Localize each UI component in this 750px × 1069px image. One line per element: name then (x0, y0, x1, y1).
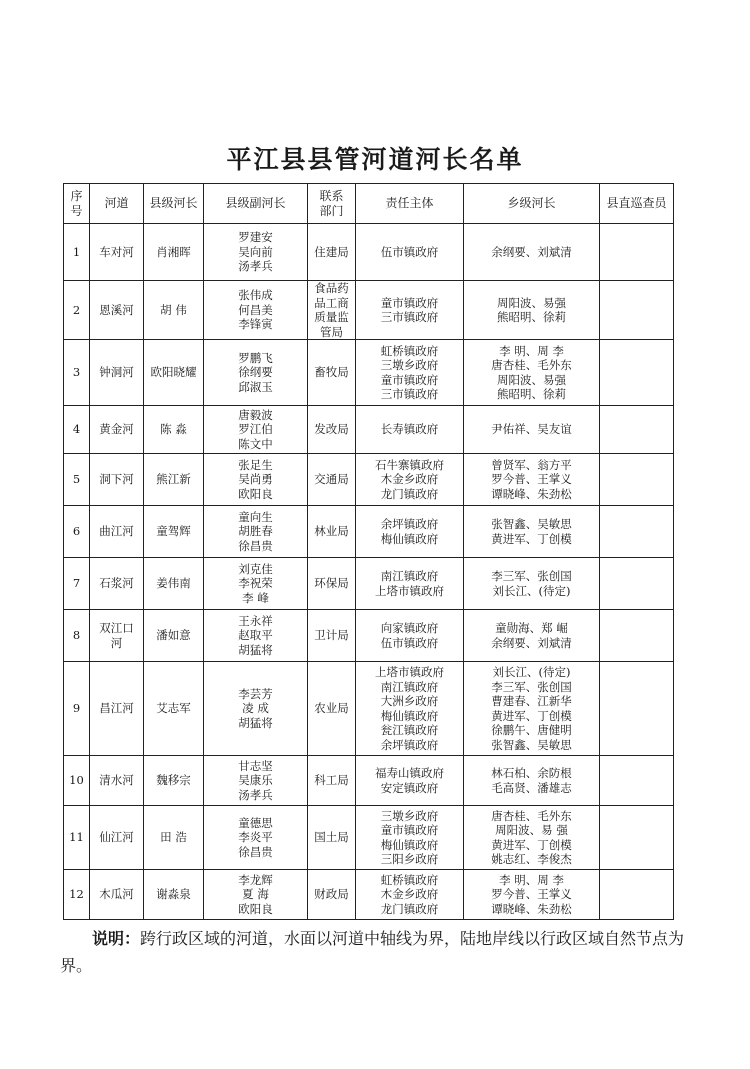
cell-deputies-line: 唐毅波 (238, 407, 273, 422)
cell-entities-line: 木金乡政府 (380, 887, 439, 902)
cell-entities-line: 上塔市镇政府 (375, 583, 444, 598)
cell-entities-line: 大洲乡政府 (380, 694, 439, 708)
cell-dept-line: 食品药 (314, 281, 349, 295)
cell-deputies-line: 胡猛将 (238, 642, 273, 657)
cell-entities (356, 406, 464, 454)
cell-entities-line: 上塔市镇政府 (375, 665, 444, 679)
cell-river: 钟洞河 (90, 340, 144, 406)
cell-dept-line: 卫计局 (314, 628, 349, 643)
cell-dept (308, 870, 356, 920)
cell-entities-line: 三墩乡政府 (380, 358, 439, 372)
cell-township-line: 熊昭明、徐莉 (497, 310, 566, 324)
cell-entities-line: 龙门镇政府 (380, 901, 439, 916)
cell-deputies-line: 李龙辉 (238, 872, 273, 887)
river-chief-table (63, 183, 674, 920)
cell-township (464, 756, 600, 806)
cell-township (464, 406, 600, 454)
cell-entities-line: 南江镇政府 (380, 679, 439, 694)
cell-deputies-line: 胡猛将 (238, 715, 273, 730)
cell-deputies (204, 406, 308, 454)
cell-township (464, 662, 600, 756)
header-seq-line-2: 号 (70, 203, 83, 218)
cell-deputies (204, 506, 308, 558)
cell-entities (356, 506, 464, 558)
header-deputy: 县级副河长 (204, 184, 308, 224)
cell-township-line: 李 明、周 李 (499, 343, 564, 358)
cell-deputies-line: 王永祥 (238, 613, 273, 628)
cell-township-line: 周阳波、易强 (497, 295, 566, 310)
cell-entities (356, 806, 464, 870)
table-body (64, 224, 674, 920)
cell-entities-line: 梅仙镇政府 (380, 531, 439, 546)
cell-river: 洞下河 (90, 454, 144, 506)
cell-township-line: 童勋海、郑 崛 (495, 621, 568, 635)
cell-dept-line: 环保局 (314, 576, 349, 591)
cell-entities-line: 长寿镇政府 (380, 422, 439, 437)
cell-township (464, 340, 600, 406)
cell-dept (308, 558, 356, 610)
cell-entities-line: 三市镇政府 (380, 310, 439, 324)
cell-seq: 11 (64, 806, 90, 870)
cell-inspector (600, 662, 674, 756)
cell-dept (308, 806, 356, 870)
cell-dept (308, 610, 356, 662)
cell-township-line: 曾贤军、翁方平 (491, 457, 572, 472)
cell-township (464, 281, 600, 340)
cell-inspector (600, 406, 674, 454)
cell-deputies (204, 558, 308, 610)
cell-seq: 1 (64, 224, 90, 281)
cell-township-line: 姚志红、李俊杰 (491, 852, 572, 866)
cell-entities-line: 三市镇政府 (380, 387, 439, 401)
cell-township-line: 余纲要、刘斌清 (491, 244, 572, 259)
cell-township-line: 曹建春、江新华 (491, 694, 572, 708)
cell-seq: 9 (64, 662, 90, 756)
cell-inspector (600, 558, 674, 610)
cell-chief: 田 浩 (144, 806, 204, 870)
header-dept (308, 184, 356, 224)
cell-chief: 陈 淼 (144, 406, 204, 454)
header-township: 乡级河长 (464, 184, 600, 224)
cell-deputies (204, 224, 308, 281)
cell-deputies-line: 李芸芳 (238, 686, 273, 701)
cell-deputies-line: 欧阳良 (238, 486, 273, 501)
cell-deputies (204, 806, 308, 870)
cell-deputies-line: 徐昌贵 (238, 538, 273, 553)
cell-deputies (204, 454, 308, 506)
cell-dept-line: 国土局 (314, 830, 349, 845)
cell-entities-line: 童市镇政府 (380, 372, 439, 387)
cell-deputies (204, 610, 308, 662)
cell-deputies-line: 胡胜春 (238, 524, 273, 539)
cell-deputies-line: 罗江伯 (238, 422, 273, 437)
cell-township-line: 刘长江、(待定) (492, 583, 571, 598)
cell-township-line: 李三军、张创国 (491, 569, 572, 583)
cell-township (464, 610, 600, 662)
cell-deputies-line: 凌 成 (242, 701, 269, 716)
cell-entities (356, 558, 464, 610)
cell-deputies-line: 李锋寅 (238, 317, 273, 332)
cell-dept-line: 农业局 (314, 701, 349, 716)
cell-entities-line: 三阳乡政府 (380, 852, 439, 866)
cell-deputies-line: 甘志坚 (238, 758, 273, 773)
cell-deputies-line: 汤孝兵 (238, 787, 273, 802)
cell-deputies-line: 吴尚勇 (238, 472, 273, 487)
cell-entities-line: 虹桥镇政府 (380, 343, 439, 358)
cell-river: 恩溪河 (90, 281, 144, 340)
cell-township-line: 尹佑祥、吴友谊 (491, 422, 572, 437)
table-row (64, 281, 674, 340)
cell-deputies-line: 李祝荣 (238, 576, 273, 591)
cell-deputies-line: 罗鹏飞 (238, 350, 273, 365)
cell-river: 黄金河 (90, 406, 144, 454)
cell-river (90, 610, 144, 662)
cell-inspector (600, 756, 674, 806)
cell-township-line: 林石柏、余防根 (491, 766, 572, 780)
cell-township-line: 唐杏桂、毛外东 (491, 358, 572, 372)
cell-chief: 欧阳晓耀 (144, 340, 204, 406)
cell-chief: 熊江新 (144, 454, 204, 506)
cell-entities (356, 756, 464, 806)
table-header-row (64, 184, 674, 224)
cell-river: 木瓜河 (90, 870, 144, 920)
cell-township-line: 周阳波、易 强 (495, 823, 568, 837)
table-row (64, 870, 674, 920)
cell-deputies-line: 吴向前 (238, 244, 273, 259)
header-dept-line-1: 联系 (319, 189, 344, 203)
table-row (64, 558, 674, 610)
cell-dept (308, 756, 356, 806)
cell-chief: 胡 伟 (144, 281, 204, 340)
cell-river: 曲江河 (90, 506, 144, 558)
cell-deputies-line: 童德思 (238, 815, 273, 830)
cell-dept-line: 发改局 (314, 422, 349, 437)
header-dept-line-2: 部门 (319, 203, 344, 218)
cell-dept (308, 340, 356, 406)
document-title: 平江县县管河道河长名单 (226, 145, 524, 174)
cell-entities-line: 虹桥镇政府 (380, 872, 439, 887)
cell-dept (308, 281, 356, 340)
note-label: 说明： (92, 929, 141, 948)
cell-township-line: 罗今普、王掌义 (491, 887, 572, 902)
cell-river-line-1: 双江口 (99, 621, 134, 635)
header-entity: 责任主体 (356, 184, 464, 224)
cell-river: 昌江河 (90, 662, 144, 756)
cell-entities-line: 木金乡政府 (380, 472, 439, 487)
cell-deputies (204, 281, 308, 340)
cell-entities (356, 340, 464, 406)
cell-township-line: 黄进军、丁创模 (491, 531, 572, 546)
cell-township-line: 李三军、张创国 (491, 679, 572, 694)
cell-entities-line: 童市镇政府 (380, 823, 439, 837)
cell-entities-line: 福寿山镇政府 (375, 766, 444, 780)
cell-township-line: 张智鑫、吴敏思 (491, 517, 572, 531)
cell-deputies-line: 罗建安 (238, 230, 273, 245)
cell-river: 仙江河 (90, 806, 144, 870)
cell-dept-line: 科工局 (314, 773, 349, 788)
cell-deputies-line: 陈文中 (238, 436, 273, 451)
cell-township-line: 熊昭明、徐莉 (497, 387, 566, 401)
cell-township (464, 454, 600, 506)
cell-township (464, 558, 600, 610)
cell-seq: 2 (64, 281, 90, 340)
cell-deputies (204, 756, 308, 806)
cell-township-line: 周阳波、易强 (497, 372, 566, 387)
cell-entities-line: 余坪镇政府 (380, 517, 439, 531)
cell-entities-line: 向家镇政府 (380, 621, 439, 635)
cell-deputies-line: 刘克佳 (238, 561, 273, 576)
header-seq-line-1: 序 (70, 189, 83, 203)
cell-entities-line: 石牛寨镇政府 (375, 457, 444, 472)
cell-entities-line: 伍市镇政府 (380, 635, 439, 650)
cell-entities (356, 870, 464, 920)
table-row (64, 610, 674, 662)
cell-deputies-line: 汤孝兵 (238, 259, 273, 274)
cell-deputies-line: 赵取平 (238, 628, 273, 643)
cell-entities (356, 281, 464, 340)
cell-dept-line: 林业局 (314, 524, 349, 539)
cell-inspector (600, 870, 674, 920)
cell-dept-line: 畜牧局 (314, 365, 349, 380)
cell-entities-line: 瓮江镇政府 (380, 723, 439, 737)
table-row (64, 340, 674, 406)
cell-river-line-2: 河 (110, 635, 123, 650)
cell-seq: 12 (64, 870, 90, 920)
cell-township-line: 唐杏桂、毛外东 (491, 808, 572, 823)
cell-entities-line: 伍市镇政府 (380, 244, 439, 259)
cell-chief: 艾志军 (144, 662, 204, 756)
cell-deputies (204, 662, 308, 756)
cell-entities-line: 梅仙镇政府 (380, 708, 439, 723)
cell-deputies-line: 李 峰 (242, 590, 269, 605)
cell-dept (308, 224, 356, 281)
cell-entities (356, 662, 464, 756)
cell-township-line: 张智鑫、吴敏思 (491, 737, 572, 752)
cell-chief: 魏移宗 (144, 756, 204, 806)
explanation-note (60, 925, 690, 979)
cell-seq: 6 (64, 506, 90, 558)
cell-seq: 4 (64, 406, 90, 454)
cell-inspector (600, 506, 674, 558)
cell-chief: 肖湘晖 (144, 224, 204, 281)
cell-deputies-line: 夏 海 (242, 887, 269, 902)
cell-dept (308, 506, 356, 558)
cell-dept (308, 454, 356, 506)
cell-township (464, 224, 600, 281)
cell-township-line: 徐鹏午、唐健明 (491, 723, 572, 737)
cell-dept-line: 住建局 (314, 244, 349, 259)
cell-township-line: 刘长江、(待定) (492, 665, 571, 679)
table-row (64, 756, 674, 806)
cell-deputies-line: 童向生 (238, 509, 273, 524)
cell-entities-line: 梅仙镇政府 (380, 837, 439, 852)
header-seq (64, 184, 90, 224)
cell-river: 石浆河 (90, 558, 144, 610)
cell-inspector (600, 281, 674, 340)
cell-inspector (600, 806, 674, 870)
cell-deputies-line: 徐昌贵 (238, 844, 273, 859)
cell-dept-line: 质量监 (314, 310, 349, 324)
cell-deputies (204, 340, 308, 406)
header-river: 河道 (90, 184, 144, 224)
cell-inspector (600, 224, 674, 281)
cell-deputies-line: 徐纲要 (238, 365, 273, 380)
cell-township-line: 黄进军、丁创模 (491, 837, 572, 852)
cell-township-line: 罗今普、王掌义 (491, 472, 572, 487)
cell-entities (356, 610, 464, 662)
cell-township-line: 黄进军、丁创模 (491, 708, 572, 723)
cell-township (464, 870, 600, 920)
cell-deputies-line: 何昌美 (238, 302, 273, 317)
table-row (64, 506, 674, 558)
cell-dept-line: 品工商 (314, 295, 349, 310)
cell-deputies-line: 邱淑玉 (238, 379, 273, 394)
cell-entities (356, 224, 464, 281)
cell-township-line: 毛高贤、潘雄志 (491, 780, 572, 795)
cell-township (464, 806, 600, 870)
cell-deputies-line: 吴康乐 (238, 773, 273, 788)
cell-deputies-line: 张伟成 (238, 288, 273, 303)
cell-dept-line: 管局 (320, 324, 343, 339)
cell-dept-line: 财政局 (314, 887, 349, 902)
table-row (64, 224, 674, 281)
cell-township (464, 506, 600, 558)
cell-river: 车对河 (90, 224, 144, 281)
table-row (64, 406, 674, 454)
cell-seq: 7 (64, 558, 90, 610)
cell-chief: 潘如意 (144, 610, 204, 662)
cell-inspector (600, 610, 674, 662)
cell-entities-line: 三墩乡政府 (380, 808, 439, 823)
cell-township-line: 余纲要、刘斌清 (491, 635, 572, 650)
cell-entities-line: 余坪镇政府 (380, 737, 439, 752)
cell-township-line: 谭晓峰、朱劲松 (491, 486, 572, 501)
cell-entities-line: 安定镇政府 (380, 780, 439, 795)
cell-entities-line: 童市镇政府 (380, 295, 439, 310)
header-chief: 县级河长 (144, 184, 204, 224)
cell-entities-line: 南江镇政府 (380, 569, 439, 583)
cell-entities-line: 龙门镇政府 (380, 486, 439, 501)
cell-dept (308, 662, 356, 756)
cell-chief: 童驾辉 (144, 506, 204, 558)
cell-entities (356, 454, 464, 506)
cell-deputies-line: 欧阳良 (238, 901, 273, 916)
table-row (64, 454, 674, 506)
cell-dept-line: 交通局 (314, 472, 349, 487)
cell-seq: 5 (64, 454, 90, 506)
cell-dept (308, 406, 356, 454)
cell-chief: 姜伟南 (144, 558, 204, 610)
cell-township-line: 谭晓峰、朱劲松 (491, 901, 572, 916)
cell-deputies-line: 李炎平 (238, 830, 273, 845)
header-inspector: 县直巡查员 (600, 184, 674, 224)
cell-township-line: 李 明、周 李 (499, 872, 564, 887)
cell-river: 清水河 (90, 756, 144, 806)
cell-seq: 3 (64, 340, 90, 406)
table-row (64, 662, 674, 756)
note-text: 跨行政区域的河道，水面以河道中轴线为界，陆地岸线以行政区域自然节点为界。 (60, 929, 685, 975)
cell-deputies-line: 张足生 (238, 457, 273, 472)
cell-seq: 10 (64, 756, 90, 806)
table-row (64, 806, 674, 870)
cell-deputies (204, 870, 308, 920)
cell-inspector (600, 454, 674, 506)
cell-inspector (600, 340, 674, 406)
cell-chief: 谢淼泉 (144, 870, 204, 920)
cell-seq: 8 (64, 610, 90, 662)
